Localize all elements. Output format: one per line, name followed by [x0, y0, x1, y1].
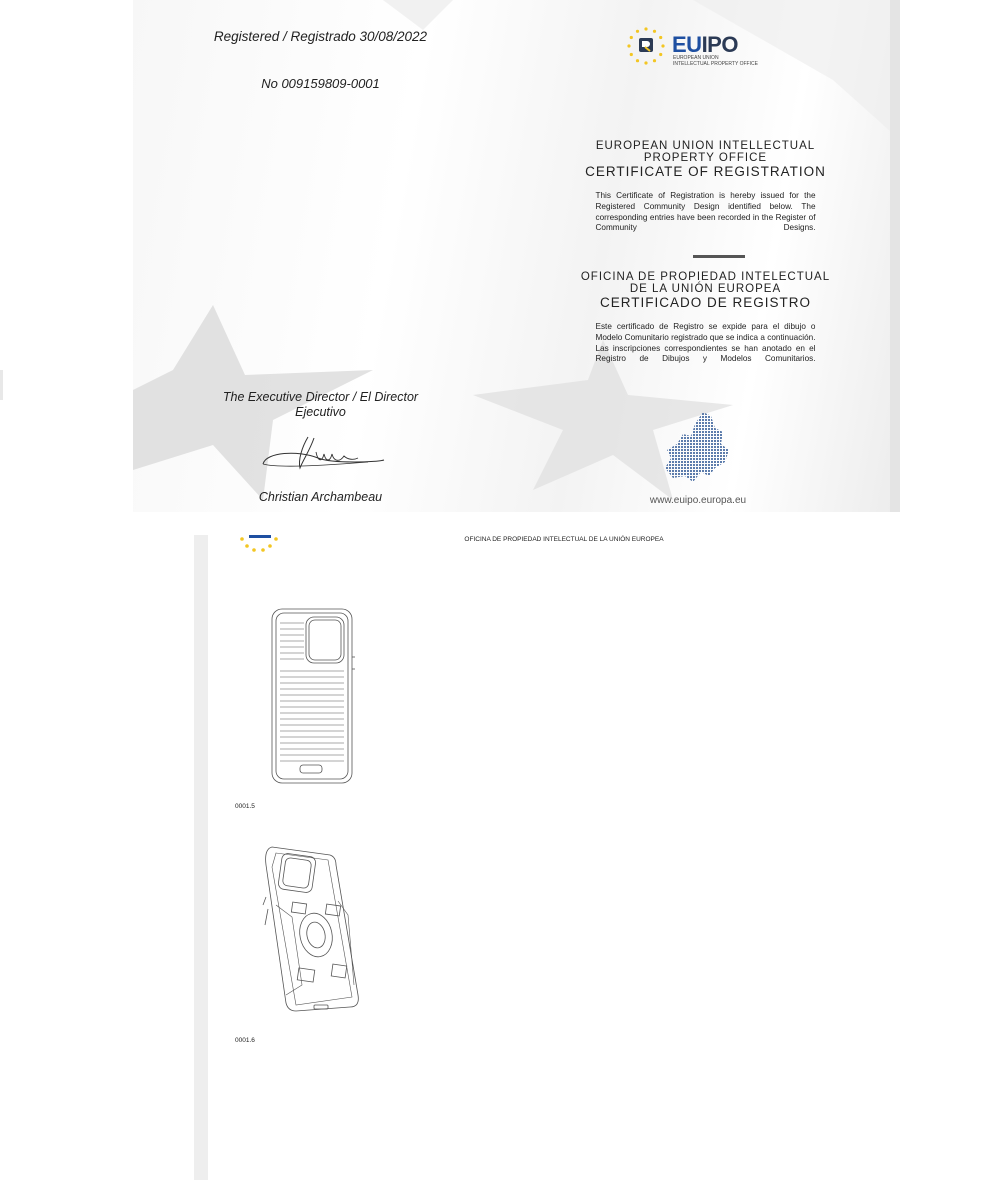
eu-map-icon — [663, 410, 733, 485]
signatory-name: Christian Archambeau — [258, 490, 383, 504]
signature-image — [258, 432, 388, 477]
certificate-title-en: CERTIFICATE OF REGISTRATION — [585, 164, 826, 179]
euipo-wordmark: EUIPO — [672, 32, 738, 57]
certificate-title-es: CERTIFICADO DE REGISTRO — [599, 295, 812, 310]
website-link[interactable]: www.euipo.europa.eu — [649, 495, 747, 506]
eu-stars-icon — [234, 535, 286, 555]
phone-case-back-view-drawing — [266, 607, 358, 785]
page-gutter — [194, 535, 208, 1180]
left-margin-rule — [0, 370, 3, 400]
certificate-body-es: Este certificado de Registro se expide para el dibujo o Modelo Comunitario registrado que se indica a continuación. Las inscripciones correspondientes se han anotado en el Registro de Dibujos y Modelos Comunitarios. — [595, 322, 816, 364]
english-section — [553, 141, 858, 245]
certificate — [133, 0, 900, 512]
certificate-body-en: This Certificate of Registration is hereby issued for the Registered Community Design identified below. The corresponding entries have been recorded in the Register of Community Designs. — [595, 191, 816, 233]
org-name-es-line1: OFICINA DE PROPIEDAD INTELECTUAL — [580, 271, 831, 283]
euipo-emblem-icon — [626, 26, 666, 68]
section-divider — [693, 255, 745, 258]
org-name-en-line2: PROPERTY OFFICE — [643, 151, 768, 164]
view-caption: 0001.6 — [235, 1037, 255, 1044]
phone-case-perspective-drawing — [262, 845, 362, 1015]
page-header: OFICINA DE PROPIEDAD INTELECTUAL DE LA UNIÓN EUROPEA — [464, 536, 664, 543]
page-edge — [890, 0, 900, 512]
registration-date: Registered / Registrado 30/08/2022 — [213, 29, 428, 44]
registration-number: No 009159809-0001 — [261, 76, 380, 91]
spanish-section — [553, 272, 858, 376]
design-views-page — [194, 535, 1000, 1180]
org-name-en-line1: EUROPEAN UNION INTELLECTUAL — [595, 140, 816, 152]
euipo-logo — [626, 26, 786, 70]
director-title: The Executive Director / El Director Ejecutivo — [222, 390, 419, 419]
org-name-es-line2: DE LA UNIÓN EUROPEA — [629, 282, 782, 295]
view-caption: 0001.5 — [235, 803, 255, 810]
euipo-subtitle: EUROPEAN UNION INTELLECTUAL PROPERTY OFFICE — [673, 55, 758, 67]
